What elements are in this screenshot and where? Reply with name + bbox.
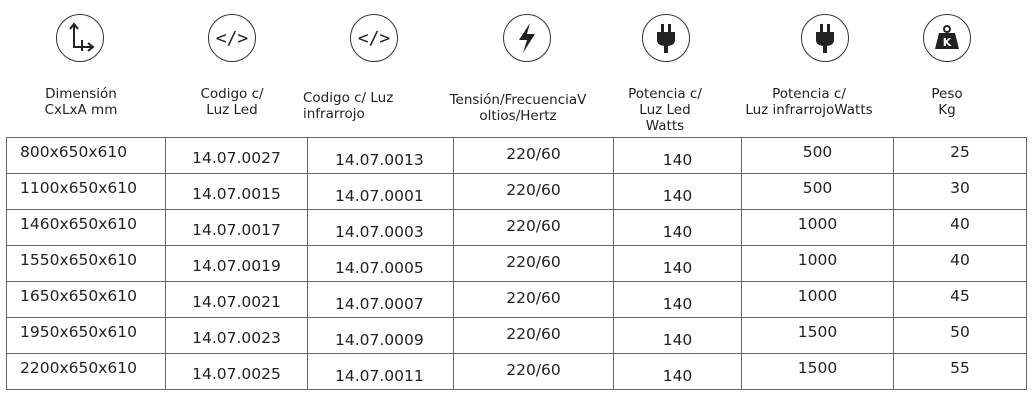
cell-power-infrared-value: 1000 [797,214,838,233]
cell-code-led [166,138,308,174]
header-power-led: Potencia c/ Luz Led Watts [628,86,702,134]
dimension-axes-icon [56,14,104,62]
cell-voltage-value: 220/60 [506,144,561,163]
cell-weight-value: 55 [950,358,970,377]
cell-code-infrared-value: 14.07.0009 [335,330,424,349]
cell-code-infrared [308,138,454,174]
table-row [7,138,1027,174]
cell-voltage [454,246,614,282]
cell-dimension-value: 1460x650x610 [20,214,137,233]
cell-voltage-value: 220/60 [506,324,561,343]
cell-power-infrared [742,246,894,282]
cell-voltage-value: 220/60 [506,360,561,379]
cell-power-led [614,138,742,174]
cell-dimension-value: 1650x650x610 [20,286,137,305]
cell-code-infrared-value: 14.07.0007 [335,294,424,313]
cell-power-infrared [742,354,894,390]
cell-voltage-value: 220/60 [506,288,561,307]
cell-code-led-value: 14.07.0015 [192,184,281,203]
header-voltage-frequency: Tensión/FrecuenciaV oltios/Hertz [449,92,587,124]
cell-voltage-value: 220/60 [506,216,561,235]
cell-voltage [454,174,614,210]
cell-power-infrared [742,174,894,210]
weight-kg-icon [923,14,971,62]
cell-weight-value: 25 [950,142,970,161]
table-row [7,318,1027,354]
table-row [7,174,1027,210]
cell-code-infrared-value: 14.07.0003 [335,222,424,241]
cell-weight-value: 40 [950,214,970,233]
cell-code-infrared [308,354,454,390]
code-brackets-icon: </> [350,14,398,62]
code-brackets-icon: </> [208,14,256,62]
cell-weight [894,210,1027,246]
cell-weight-value: 40 [950,250,970,269]
cell-code-led-value: 14.07.0019 [192,256,281,275]
table-row [7,210,1027,246]
cell-power-led [614,174,742,210]
header-code-infrared: Codigo c/ Luz infrarrojo [303,90,394,122]
cell-dimension [7,174,166,210]
cell-code-infrared-value: 14.07.0011 [335,366,424,385]
cell-weight [894,318,1027,354]
table-row [7,354,1027,390]
cell-power-led-value: 140 [662,330,693,349]
lightning-bolt-icon [503,14,551,62]
cell-weight-value: 50 [950,322,970,341]
cell-code-infrared [308,318,454,354]
cell-code-led-value: 14.07.0027 [192,148,281,167]
cell-code-infrared-value: 14.07.0005 [335,258,424,277]
cell-power-led-value: 140 [662,222,693,241]
cell-power-infrared-value: 500 [802,178,833,197]
cell-voltage [454,354,614,390]
cell-power-infrared-value: 1000 [797,286,838,305]
cell-power-led [614,354,742,390]
cell-code-led [166,210,308,246]
specs-table [6,137,1027,390]
cell-power-led [614,282,742,318]
cell-voltage [454,138,614,174]
cell-power-led [614,210,742,246]
cell-code-led-value: 14.07.0023 [192,328,281,347]
cell-power-led-value: 140 [662,186,693,205]
cell-power-infrared [742,138,894,174]
cell-weight-value: 45 [950,286,970,305]
cell-power-infrared-value: 1500 [797,358,838,377]
cell-code-infrared [308,210,454,246]
table-header [0,0,1035,138]
cell-code-infrared [308,246,454,282]
svg-text:K: K [942,36,952,49]
cell-voltage [454,210,614,246]
cell-power-infrared-value: 1500 [797,322,838,341]
header-dimension: Dimensión CxLxA mm [44,86,118,118]
cell-dimension [7,246,166,282]
power-plug-icon [801,14,849,62]
cell-power-led [614,318,742,354]
cell-dimension [7,282,166,318]
cell-voltage [454,282,614,318]
cell-code-infrared-value: 14.07.0013 [335,150,424,169]
cell-power-infrared-value: 500 [802,142,833,161]
cell-voltage [454,318,614,354]
cell-dimension-value: 1950x650x610 [20,322,137,341]
cell-dimension [7,210,166,246]
header-power-infrared: Potencia c/ Luz infrarrojoWatts [745,86,873,118]
cell-weight-value: 30 [950,178,970,197]
cell-weight [894,174,1027,210]
table-row [7,246,1027,282]
cell-weight [894,282,1027,318]
cell-dimension [7,354,166,390]
cell-code-led [166,318,308,354]
cell-power-infrared [742,282,894,318]
cell-dimension [7,138,166,174]
header-code-led: Codigo c/ Luz Led [200,86,264,118]
cell-power-infrared [742,318,894,354]
table-row [7,282,1027,318]
cell-power-led-value: 140 [662,294,693,313]
cell-power-infrared [742,210,894,246]
cell-dimension-value: 1550x650x610 [20,250,137,269]
cell-code-infrared-value: 14.07.0001 [335,186,424,205]
cell-power-led-value: 140 [662,150,693,169]
cell-dimension-value: 800x650x610 [20,142,128,161]
cell-dimension-value: 1100x650x610 [20,178,137,197]
cell-code-infrared [308,174,454,210]
cell-voltage-value: 220/60 [506,252,561,271]
cell-code-led-value: 14.07.0017 [192,220,281,239]
cell-code-led [166,282,308,318]
cell-voltage-value: 220/60 [506,180,561,199]
cell-dimension [7,318,166,354]
cell-code-led [166,354,308,390]
cell-power-infrared-value: 1000 [797,250,838,269]
cell-dimension-value: 2200x650x610 [20,358,137,377]
cell-weight [894,246,1027,282]
cell-power-led [614,246,742,282]
cell-code-led-value: 14.07.0021 [192,292,281,311]
cell-weight [894,354,1027,390]
cell-weight [894,138,1027,174]
cell-code-led [166,174,308,210]
power-plug-icon [642,14,690,62]
cell-code-led [166,246,308,282]
cell-code-led-value: 14.07.0025 [192,364,281,383]
cell-power-led-value: 140 [662,366,693,385]
cell-code-infrared [308,282,454,318]
cell-power-led-value: 140 [662,258,693,277]
header-weight: Peso Kg [931,86,963,118]
